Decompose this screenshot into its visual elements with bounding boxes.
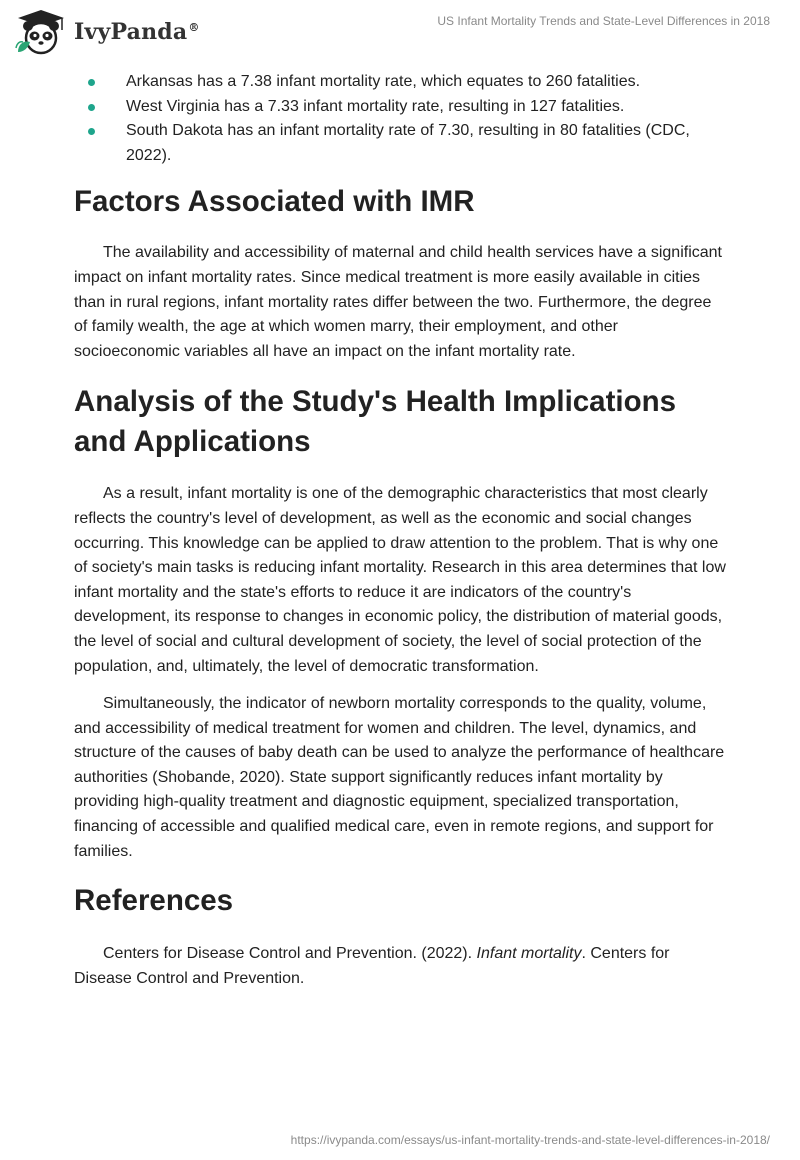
heading-factors: Factors Associated with IMR (74, 185, 475, 219)
document-title: US Infant Mortality Trends and State-Level Differences in 2018 (437, 14, 770, 28)
panda-logo-icon (14, 8, 68, 56)
paragraph-analysis-1: As a result, infant mortality is one of the demographic characteristics that most clearly reflects the country's level of development, as well as the economic and social changes occurring. This knowledge can be applied to draw attention to the problem. That is why one of society's main tasks is reducing infant mortality. Research in this area determines that low infant mortality and the state's efforts to reduce it are indicators of the country's development, its response to changes in economic policy, the distribution of material goods, the level of social and cultural development of society, the level of social protection of the population, and, ultimately, the level of democratic transformation. (74, 485, 726, 675)
list-item: Arkansas has a 7.38 infant mortality rate, which equates to 260 fatalities. (74, 70, 726, 95)
bullet-dot-icon (88, 79, 95, 86)
brand-logo[interactable] (14, 8, 200, 56)
heading-references: References (74, 884, 234, 918)
list-item: West Virginia has a 7.33 infant mortality rate, resulting in 127 fatalities. (74, 95, 726, 120)
paragraph-analysis-2: Simultaneously, the indicator of newborn mortality corresponds to the quality, volume, and accessibility of medical treatment for women and children. The level, dynamics, and structure of the causes of baby death can be used to analyze the performance of healthcare authorities (Shobande, 2020). State support significantly reduces infant mortality by providing high-quality treatment and diagnostic equipment, specialized transportation, financing of accessible and qualified medical care, even in remote regions, and support for families. (74, 695, 725, 860)
heading-analysis: Analysis of the Study's Health Implications and Applications (74, 385, 677, 459)
bullet-dot-icon (88, 128, 95, 135)
essay-body (74, 70, 726, 991)
page-header (0, 0, 800, 64)
list-item: South Dakota has an infant mortality rate of 7.30, resulting in 80 fatalities (CDC, 2022). (74, 119, 726, 168)
state-bullet-list (74, 70, 726, 168)
brand-name: IvyPanda® (74, 19, 200, 45)
bullet-dot-icon (88, 104, 95, 111)
footer-url-link[interactable]: https://ivypanda.com/essays/us-infant-mortality-trends-and-state-level-differences-in-2018/ (290, 1133, 770, 1147)
reference-entry: Centers for Disease Control and Prevention. (2022). Infant mortality. Centers for Disease Control and Prevention. (74, 945, 670, 987)
paragraph-factors: The availability and accessibility of maternal and child health services have a significant impact on infant mortality rates. Since medical treatment is more easily available in cities than in rural regions, infant mortality rates differ between the two. Furthermore, the degree of family wealth, the age at which women marry, their employment, and other socioeconomic variables all have an impact on the infant mortality rate. (74, 244, 722, 360)
